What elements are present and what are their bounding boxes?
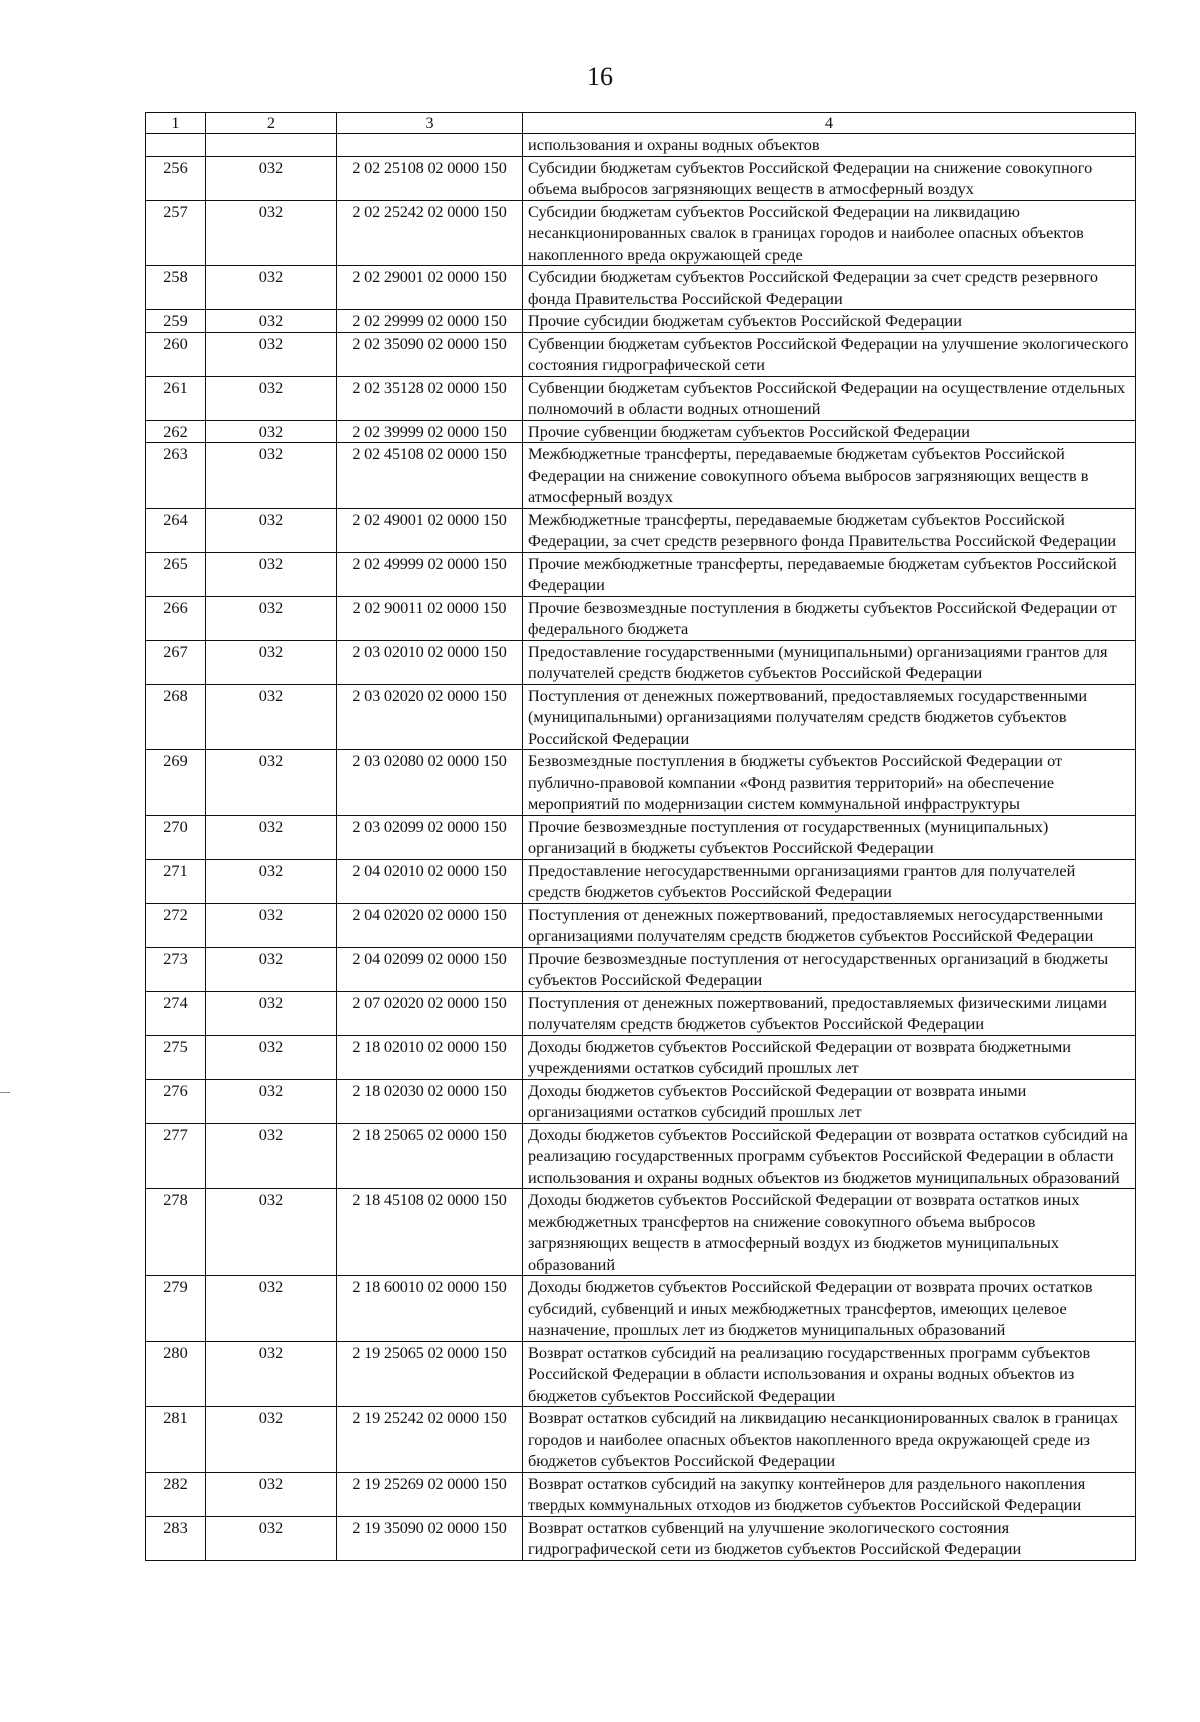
budget-classification-code-cell: 2 18 45108 02 0000 150: [337, 1189, 523, 1276]
row-number-cell: 271: [146, 859, 206, 903]
admin-code-cell: 032: [206, 859, 337, 903]
admin-code-cell: 032: [206, 156, 337, 200]
header-col-1: 1: [146, 113, 206, 134]
revenue-name-cell: Возврат остатков субсидий на реализацию государственных программ субъектов Российской Федерации в области использования и охраны водных объектов из бюджетов субъектов Российской Федерации: [523, 1341, 1136, 1407]
row-number-cell: 256: [146, 156, 206, 200]
row-number-cell: 272: [146, 903, 206, 947]
table-row: [146, 640, 1136, 684]
admin-code-cell: 032: [206, 376, 337, 420]
row-number-cell: 275: [146, 1035, 206, 1079]
admin-code-cell: 032: [206, 1079, 337, 1123]
revenue-name-cell: Субсидии бюджетам субъектов Российской Федерации на ликвидацию несанкционированных свалок в границах городов и наиболее опасных объектов накопленного вреда окружающей среде: [523, 200, 1136, 266]
revenue-name-cell: Поступления от денежных пожертвований, предоставляемых государственными (муниципальными) организациями получателям средств бюджетов субъектов Российской Федерации: [523, 684, 1136, 750]
row-number-cell: 266: [146, 596, 206, 640]
table-body: [146, 134, 1136, 1561]
row-number-cell: 283: [146, 1516, 206, 1560]
admin-code-cell: 032: [206, 1189, 337, 1276]
header-col-3: 3: [337, 113, 523, 134]
admin-code-cell: 032: [206, 443, 337, 509]
revenue-name-cell: Прочие субвенции бюджетам субъектов Российской Федерации: [523, 420, 1136, 443]
budget-classification-code-cell: 2 19 35090 02 0000 150: [337, 1516, 523, 1560]
revenue-name-cell: Прочие безвозмездные поступления от государственных (муниципальных) организаций в бюджеты субъектов Российской Федерации: [523, 815, 1136, 859]
revenue-name-cell: Субвенции бюджетам субъектов Российской Федерации на осуществление отдельных полномочий в области водных отношений: [523, 376, 1136, 420]
budget-classification-code-cell: 2 02 49999 02 0000 150: [337, 552, 523, 596]
table-row: [146, 596, 1136, 640]
table-row: [146, 750, 1136, 816]
budget-classification-code-cell: 2 18 60010 02 0000 150: [337, 1276, 523, 1342]
table-row: [146, 1035, 1136, 1079]
revenue-name-cell: Доходы бюджетов субъектов Российской Федерации от возврата остатков субсидий на реализацию государственных программ субъектов Российской Федерации в области использования и охраны водных объектов из бюджетов муниципальных образований: [523, 1123, 1136, 1189]
table-row: [146, 508, 1136, 552]
admin-code-cell: 032: [206, 310, 337, 333]
row-number-cell: 260: [146, 332, 206, 376]
row-number-cell: 278: [146, 1189, 206, 1276]
revenue-name-cell: Предоставление негосударственными организациями грантов для получателей средств бюджетов субъектов Российской Федерации: [523, 859, 1136, 903]
revenue-name-cell: Субсидии бюджетам субъектов Российской Федерации на снижение совокупного объема выбросов загрязняющих веществ в атмосферный воздух: [523, 156, 1136, 200]
header-row: [146, 113, 1136, 134]
table-row: [146, 1472, 1136, 1516]
revenue-name-cell: Предоставление государственными (муниципальными) организациями грантов для получателей средств бюджетов субъектов Российской Федерации: [523, 640, 1136, 684]
row-number-cell: 276: [146, 1079, 206, 1123]
admin-code-cell: [206, 134, 337, 157]
row-number-cell: 265: [146, 552, 206, 596]
revenue-name-cell: Безвозмездные поступления в бюджеты субъектов Российской Федерации от публично-правовой компании «Фонд развития территорий» на обеспечение мероприятий по модернизации систем коммунальной инфраструктуры: [523, 750, 1136, 816]
header-col-4: 4: [523, 113, 1136, 134]
table-row: [146, 991, 1136, 1035]
admin-code-cell: 032: [206, 508, 337, 552]
admin-code-cell: 032: [206, 1516, 337, 1560]
admin-code-cell: 032: [206, 750, 337, 816]
table-row: [146, 1189, 1136, 1276]
row-number-cell: 259: [146, 310, 206, 333]
budget-classification-code-cell: 2 04 02020 02 0000 150: [337, 903, 523, 947]
budget-classification-code-cell: 2 19 25242 02 0000 150: [337, 1407, 523, 1473]
admin-code-cell: 032: [206, 640, 337, 684]
page-number: 16: [587, 62, 613, 91]
table-row: [146, 134, 1136, 157]
budget-classification-code-cell: 2 03 02020 02 0000 150: [337, 684, 523, 750]
admin-code-cell: 032: [206, 1035, 337, 1079]
row-number-cell: 282: [146, 1472, 206, 1516]
row-number-cell: [146, 134, 206, 157]
row-number-cell: 267: [146, 640, 206, 684]
row-number-cell: 273: [146, 947, 206, 991]
table-row: [146, 1407, 1136, 1473]
row-number-cell: 268: [146, 684, 206, 750]
row-number-cell: 258: [146, 266, 206, 310]
row-number-cell: 280: [146, 1341, 206, 1407]
budget-classification-code-cell: 2 18 02030 02 0000 150: [337, 1079, 523, 1123]
budget-classification-code-cell: 2 02 25108 02 0000 150: [337, 156, 523, 200]
revenue-name-cell: Доходы бюджетов субъектов Российской Федерации от возврата остатков иных межбюджетных трансфертов на снижение совокупного объема выбросов загрязняющих веществ в атмосферный воздух из бюджетов муниципальных образований: [523, 1189, 1136, 1276]
budget-revenue-table: [145, 112, 1136, 1561]
budget-classification-code-cell: 2 04 02099 02 0000 150: [337, 947, 523, 991]
revenue-name-cell: Прочие безвозмездные поступления в бюджеты субъектов Российской Федерации от федерального бюджета: [523, 596, 1136, 640]
row-number-cell: 279: [146, 1276, 206, 1342]
revenue-name-cell: Прочие безвозмездные поступления от негосударственных организаций в бюджеты субъектов Российской Федерации: [523, 947, 1136, 991]
table-row: [146, 684, 1136, 750]
revenue-name-cell: Доходы бюджетов субъектов Российской Федерации от возврата иными организациями остатков субсидий прошлых лет: [523, 1079, 1136, 1123]
table-row: [146, 947, 1136, 991]
table-row: [146, 310, 1136, 333]
table-row: [146, 266, 1136, 310]
budget-classification-code-cell: 2 02 39999 02 0000 150: [337, 420, 523, 443]
budget-classification-code-cell: 2 02 29999 02 0000 150: [337, 310, 523, 333]
budget-classification-code-cell: 2 02 25242 02 0000 150: [337, 200, 523, 266]
admin-code-cell: 032: [206, 684, 337, 750]
admin-code-cell: 032: [206, 903, 337, 947]
admin-code-cell: 032: [206, 1472, 337, 1516]
revenue-name-cell: Поступления от денежных пожертвований, предоставляемых негосударственными организациями получателям средств бюджетов субъектов Российской Федерации: [523, 903, 1136, 947]
admin-code-cell: 032: [206, 332, 337, 376]
revenue-name-cell: Субсидии бюджетам субъектов Российской Федерации за счет средств резервного фонда Правительства Российской Федерации: [523, 266, 1136, 310]
table-row: [146, 443, 1136, 509]
admin-code-cell: 032: [206, 1276, 337, 1342]
admin-code-cell: 032: [206, 266, 337, 310]
revenue-name-cell: Прочие межбюджетные трансферты, передаваемые бюджетам субъектов Российской Федерации: [523, 552, 1136, 596]
table-row: [146, 1123, 1136, 1189]
revenue-name-cell: Субвенции бюджетам субъектов Российской Федерации на улучшение экологического состояния гидрографической сети: [523, 332, 1136, 376]
row-number-cell: 274: [146, 991, 206, 1035]
row-number-cell: 257: [146, 200, 206, 266]
budget-classification-code-cell: 2 02 90011 02 0000 150: [337, 596, 523, 640]
table-row: [146, 1276, 1136, 1342]
admin-code-cell: 032: [206, 420, 337, 443]
budget-classification-code-cell: 2 03 02080 02 0000 150: [337, 750, 523, 816]
scan-mark: [0, 1092, 10, 1093]
table-header: [146, 113, 1136, 134]
admin-code-cell: 032: [206, 200, 337, 266]
row-number-cell: 264: [146, 508, 206, 552]
admin-code-cell: 032: [206, 596, 337, 640]
revenue-name-cell: Доходы бюджетов субъектов Российской Федерации от возврата прочих остатков субсидий, субвенций и иных межбюджетных трансфертов, имеющих целевое назначение, прошлых лет из бюджетов муниципальных образований: [523, 1276, 1136, 1342]
table-row: [146, 332, 1136, 376]
revenue-name-cell: Прочие субсидии бюджетам субъектов Российской Федерации: [523, 310, 1136, 333]
table-row: [146, 376, 1136, 420]
row-number-cell: 262: [146, 420, 206, 443]
admin-code-cell: 032: [206, 991, 337, 1035]
table-row: [146, 903, 1136, 947]
table-row: [146, 1341, 1136, 1407]
revenue-name-cell: Доходы бюджетов субъектов Российской Федерации от возврата бюджетными учреждениями остатков субсидий прошлых лет: [523, 1035, 1136, 1079]
admin-code-cell: 032: [206, 1407, 337, 1473]
row-number-cell: 277: [146, 1123, 206, 1189]
admin-code-cell: 032: [206, 552, 337, 596]
row-number-cell: 261: [146, 376, 206, 420]
budget-classification-code-cell: 2 02 35090 02 0000 150: [337, 332, 523, 376]
row-number-cell: 281: [146, 1407, 206, 1473]
revenue-name-cell: использования и охраны водных объектов: [523, 134, 1136, 157]
row-number-cell: 270: [146, 815, 206, 859]
budget-classification-code-cell: 2 02 45108 02 0000 150: [337, 443, 523, 509]
budget-classification-code-cell: 2 18 25065 02 0000 150: [337, 1123, 523, 1189]
table-row: [146, 420, 1136, 443]
row-number-cell: 263: [146, 443, 206, 509]
table-row: [146, 200, 1136, 266]
revenue-name-cell: Возврат остатков субвенций на улучшение экологического состояния гидрографической сети из бюджетов субъектов Российской Федерации: [523, 1516, 1136, 1560]
budget-classification-code-cell: 2 19 25269 02 0000 150: [337, 1472, 523, 1516]
row-number-cell: 269: [146, 750, 206, 816]
budget-classification-code-cell: 2 02 35128 02 0000 150: [337, 376, 523, 420]
admin-code-cell: 032: [206, 815, 337, 859]
budget-classification-code-cell: 2 18 02010 02 0000 150: [337, 1035, 523, 1079]
budget-classification-code-cell: 2 19 25065 02 0000 150: [337, 1341, 523, 1407]
table-row: [146, 1516, 1136, 1560]
admin-code-cell: 032: [206, 1123, 337, 1189]
revenue-name-cell: Межбюджетные трансферты, передаваемые бюджетам субъектов Российской Федерации, за счет средств резервного фонда Правительства Российской Федерации: [523, 508, 1136, 552]
budget-classification-code-cell: 2 02 49001 02 0000 150: [337, 508, 523, 552]
header-col-2: 2: [206, 113, 337, 134]
revenue-name-cell: Возврат остатков субсидий на ликвидацию несанкционированных свалок в границах городов и наиболее опасных объектов накопленного вреда окружающей среде из бюджетов субъектов Российской Федерации: [523, 1407, 1136, 1473]
budget-classification-code-cell: 2 07 02020 02 0000 150: [337, 991, 523, 1035]
table-row: [146, 1079, 1136, 1123]
revenue-name-cell: Поступления от денежных пожертвований, предоставляемых физическими лицами получателям средств бюджетов субъектов Российской Федерации: [523, 991, 1136, 1035]
admin-code-cell: 032: [206, 947, 337, 991]
admin-code-cell: 032: [206, 1341, 337, 1407]
table-row: [146, 859, 1136, 903]
budget-classification-code-cell: 2 04 02010 02 0000 150: [337, 859, 523, 903]
budget-classification-code-cell: 2 03 02010 02 0000 150: [337, 640, 523, 684]
budget-classification-code-cell: 2 02 29001 02 0000 150: [337, 266, 523, 310]
table-row: [146, 156, 1136, 200]
table-row: [146, 552, 1136, 596]
budget-classification-code-cell: 2 03 02099 02 0000 150: [337, 815, 523, 859]
table-row: [146, 815, 1136, 859]
revenue-name-cell: Возврат остатков субсидий на закупку контейнеров для раздельного накопления твердых коммунальных отходов из бюджетов субъектов Российской Федерации: [523, 1472, 1136, 1516]
revenue-name-cell: Межбюджетные трансферты, передаваемые бюджетам субъектов Российской Федерации на снижение совокупного объема выбросов загрязняющих веществ в атмосферный воздух: [523, 443, 1136, 509]
budget-classification-code-cell: [337, 134, 523, 157]
